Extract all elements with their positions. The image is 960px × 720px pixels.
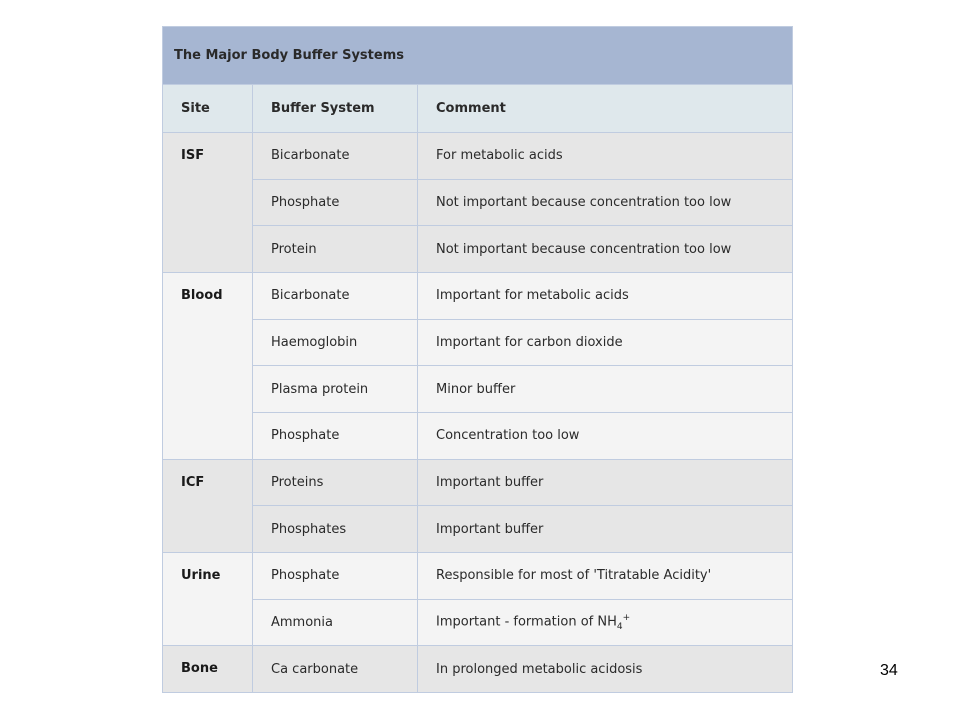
comment-cell: Minor buffer [418,366,793,413]
site-cell-icf: ICF [163,459,253,552]
site-cell-blood: Blood [163,273,253,460]
buffer-cell: Protein [253,226,418,273]
table-row [163,366,793,413]
site-cell-isf: ISF [163,133,253,273]
buffer-cell: Proteins [253,459,418,506]
comment-cell: Concentration too low [418,412,793,459]
table-row [163,646,793,693]
table-row [163,133,793,180]
table-header-row [163,85,793,133]
buffer-cell: Bicarbonate [253,273,418,320]
comment-cell [418,599,793,646]
table-row [163,319,793,366]
buffer-cell: Plasma protein [253,366,418,413]
table-title-row [163,27,793,85]
column-header-site: Site [163,85,253,133]
ammonium-subscript: 4 [616,621,623,632]
buffer-systems-table [162,26,793,693]
buffer-cell: Bicarbonate [253,133,418,180]
comment-cell: Important buffer [418,459,793,506]
comment-text: Important - formation of NH [436,614,617,630]
comment-cell: Important for carbon dioxide [418,319,793,366]
table-row [163,552,793,599]
table-row [163,226,793,273]
buffer-cell: Phosphate [253,179,418,226]
buffer-cell: Haemoglobin [253,319,418,366]
comment-cell: In prolonged metabolic acidosis [418,646,793,693]
site-cell-urine: Urine [163,552,253,645]
ammonium-superscript: + [622,612,631,623]
buffer-cell: Phosphate [253,552,418,599]
site-cell-bone: Bone [163,646,253,693]
comment-cell: Not important because concentration too low [418,226,793,273]
buffer-cell: Ammonia [253,599,418,646]
buffer-cell: Ca carbonate [253,646,418,693]
table-row [163,459,793,506]
buffer-cell: Phosphate [253,412,418,459]
comment-cell: Important buffer [418,506,793,553]
table-row [163,599,793,646]
comment-cell: Not important because concentration too low [418,179,793,226]
comment-cell: Important for metabolic acids [418,273,793,320]
buffer-cell: Phosphates [253,506,418,553]
column-header-buffer-system: Buffer System [253,85,418,133]
table-title: The Major Body Buffer Systems [163,27,793,85]
table-row [163,412,793,459]
comment-cell: For metabolic acids [418,133,793,180]
comment-cell: Responsible for most of 'Titratable Acidity' [418,552,793,599]
table-row [163,273,793,320]
table-row [163,506,793,553]
table-row [163,179,793,226]
column-header-comment: Comment [418,85,793,133]
slide-number: 34 [880,662,898,679]
